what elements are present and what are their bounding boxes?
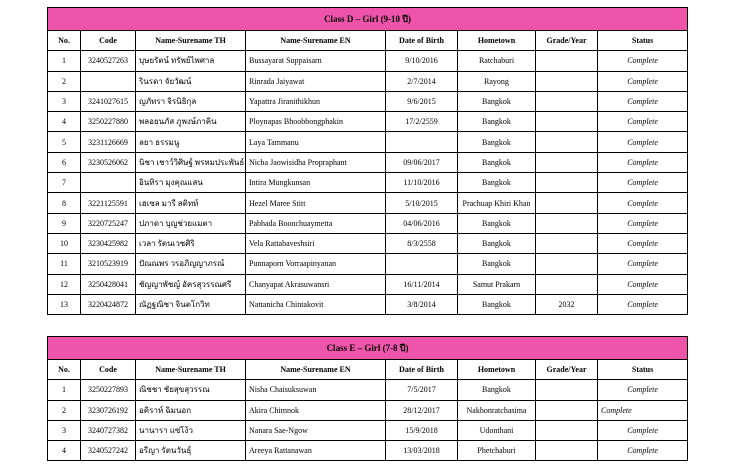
cell-status: Complete: [598, 274, 688, 294]
cell-no: 3: [48, 420, 81, 440]
cell-en: Rinrada Jaiyawat: [246, 71, 386, 91]
table-row: [48, 112, 688, 132]
cell-en: Bussayarat Suppaisarn: [246, 51, 386, 71]
table-row: [48, 254, 688, 274]
cell-th: รินรดา จัยวัฒน์: [136, 71, 246, 91]
cell-dob: [386, 254, 458, 274]
cell-status: Complete: [598, 173, 688, 193]
cell-code: 3250428041: [81, 274, 136, 294]
cell-hometown: Bangkok: [458, 91, 536, 111]
cell-en: Vela Rattabaveshsiri: [246, 233, 386, 253]
cell-th: อินทิรา มุงคุณแสน: [136, 173, 246, 193]
cell-en: Areeya Rattanawan: [246, 441, 386, 461]
cell-grade: [536, 400, 598, 420]
cell-no: 8: [48, 193, 81, 213]
cell-dob: 17/2/2559: [386, 112, 458, 132]
cell-no: 9: [48, 213, 81, 233]
cell-en: Chanyapat Akrasuwansri: [246, 274, 386, 294]
table-row: [48, 71, 688, 91]
table-row: [48, 152, 688, 172]
table-row: [48, 173, 688, 193]
cell-status: Complete: [598, 152, 688, 172]
column-header: Hometown: [458, 360, 536, 380]
cell-hometown: Bangkok: [458, 112, 536, 132]
table-row: [48, 213, 688, 233]
cell-hometown: Nakhonratchasima: [458, 400, 536, 420]
cell-no: 1: [48, 51, 81, 71]
cell-status: Complete: [598, 441, 688, 461]
cell-code: 3230425982: [81, 233, 136, 253]
cell-en: Pabhada Boonchuaymetta: [246, 213, 386, 233]
table-row: [48, 51, 688, 71]
cell-code: 3220424872: [81, 294, 136, 314]
cell-dob: 2/7/2014: [386, 71, 458, 91]
cell-status: Complete: [598, 71, 688, 91]
cell-hometown: Udonthani: [458, 420, 536, 440]
cell-dob: 04/06/2016: [386, 213, 458, 233]
table-row: [48, 380, 688, 400]
class-d-title: Class D – Girl (9-10 ปี): [48, 8, 688, 31]
cell-hometown: Samut Prakarn: [458, 274, 536, 294]
cell-code: 3240727382: [81, 420, 136, 440]
cell-grade: [536, 441, 598, 461]
column-header: Name-Surename TH: [136, 360, 246, 380]
cell-status: Complete: [598, 380, 688, 400]
cell-hometown: Phetchaburi: [458, 441, 536, 461]
cell-no: 10: [48, 233, 81, 253]
cell-grade: [536, 173, 598, 193]
cell-th: ชัญญาพัชญ์ อัครสุวรรณศรี: [136, 274, 246, 294]
table-row: [48, 274, 688, 294]
cell-code: 3221125591: [81, 193, 136, 213]
cell-th: ลยา ธรรมนู: [136, 132, 246, 152]
cell-th: ณัฏฐณิชา จินตโกวิท: [136, 294, 246, 314]
cell-no: 2: [48, 71, 81, 91]
table-row: [48, 294, 688, 314]
table-row: [48, 420, 688, 440]
cell-grade: [536, 51, 598, 71]
column-header: Code: [81, 360, 136, 380]
cell-status: Complete: [598, 51, 688, 71]
cell-hometown: Bangkok: [458, 173, 536, 193]
cell-code: [81, 71, 136, 91]
cell-status: Complete: [598, 193, 688, 213]
cell-code: 3210523919: [81, 254, 136, 274]
cell-status: Complete: [598, 254, 688, 274]
cell-grade: [536, 254, 598, 274]
cell-grade: 2032: [536, 294, 598, 314]
column-header: Date of Birth: [386, 31, 458, 51]
cell-no: 12: [48, 274, 81, 294]
cell-code: 3250227880: [81, 112, 136, 132]
cell-grade: [536, 420, 598, 440]
cell-grade: [536, 132, 598, 152]
column-header: Code: [81, 31, 136, 51]
cell-code: 3231126669: [81, 132, 136, 152]
cell-hometown: Prachuap Khiri Khan: [458, 193, 536, 213]
cell-status: Complete: [598, 420, 688, 440]
table-row: [48, 91, 688, 111]
cell-no: 4: [48, 112, 81, 132]
cell-no: 4: [48, 441, 81, 461]
class-e-title-row: [48, 337, 688, 360]
cell-code: 3230526062: [81, 152, 136, 172]
cell-th: อคิราห์ ฉิมนอก: [136, 400, 246, 420]
cell-th: ญภัทรา จิรนิธิกุล: [136, 91, 246, 111]
cell-no: 11: [48, 254, 81, 274]
cell-code: 3250227893: [81, 380, 136, 400]
cell-grade: [536, 71, 598, 91]
cell-en: Akira Chimnok: [246, 400, 386, 420]
table-row: [48, 193, 688, 213]
cell-hometown: Ratchaburi: [458, 51, 536, 71]
column-header: Status: [598, 31, 688, 51]
cell-en: Ploynapas Bhoobbongphakin: [246, 112, 386, 132]
cell-th: ปัณณพร วรอภิญญาภรณ์: [136, 254, 246, 274]
cell-en: Nicha Jaowisidha Propraphant: [246, 152, 386, 172]
cell-th: เวลา รัตนเวชศิริ: [136, 233, 246, 253]
cell-dob: 13/03/2018: [386, 441, 458, 461]
cell-grade: [536, 112, 598, 132]
cell-code: 3220725247: [81, 213, 136, 233]
cell-en: Nisha Chaisuksuwan: [246, 380, 386, 400]
column-header: Name-Surename EN: [246, 31, 386, 51]
cell-dob: 9/10/2016: [386, 51, 458, 71]
cell-en: Yapattra Jiranithikhun: [246, 91, 386, 111]
cell-status: Complete: [598, 233, 688, 253]
cell-dob: 16/11/2014: [386, 274, 458, 294]
cell-th: ปภาดา บุญช่วยแมตา: [136, 213, 246, 233]
cell-en: Intira Mungkunsan: [246, 173, 386, 193]
cell-grade: [536, 380, 598, 400]
cell-code: 3230726192: [81, 400, 136, 420]
cell-dob: 9/6/2015: [386, 91, 458, 111]
cell-hometown: Bangkok: [458, 380, 536, 400]
cell-status: Complete: [598, 294, 688, 314]
cell-th: เฮเซล มารี สติทท์: [136, 193, 246, 213]
column-header: No.: [48, 360, 81, 380]
cell-no: 1: [48, 380, 81, 400]
cell-th: อรีญา รัตนวันธุ์: [136, 441, 246, 461]
cell-th: บุษยรัตน์ ทรัพย์ไพศาล: [136, 51, 246, 71]
cell-grade: [536, 91, 598, 111]
table-row: [48, 132, 688, 152]
cell-code: 3240527263: [81, 51, 136, 71]
class-e-header-row: [48, 360, 688, 380]
cell-dob: [386, 132, 458, 152]
cell-dob: 09/06/2017: [386, 152, 458, 172]
cell-no: 13: [48, 294, 81, 314]
cell-th: พลอยนภัส ภูพงษ์ภาคิน: [136, 112, 246, 132]
cell-en: Nanara Sae-Ngow: [246, 420, 386, 440]
cell-hometown: Bangkok: [458, 233, 536, 253]
column-header: Name-Surename EN: [246, 360, 386, 380]
column-header: Date of Birth: [386, 360, 458, 380]
cell-hometown: Bangkok: [458, 152, 536, 172]
cell-code: 3240527242: [81, 441, 136, 461]
cell-no: 2: [48, 400, 81, 420]
cell-en: Hezel Maree Stitt: [246, 193, 386, 213]
column-header: Name-Surename TH: [136, 31, 246, 51]
cell-dob: 3/8/2014: [386, 294, 458, 314]
cell-code: [81, 173, 136, 193]
cell-dob: 8/3/2558: [386, 233, 458, 253]
cell-grade: [536, 233, 598, 253]
cell-status: Complete: [598, 91, 688, 111]
cell-dob: 5/10/2015: [386, 193, 458, 213]
cell-th: ณิชชา ชัยสุขสุวรรณ: [136, 380, 246, 400]
class-d-title-row: [48, 8, 688, 31]
cell-status: Complete: [598, 400, 688, 420]
cell-no: 5: [48, 132, 81, 152]
table-row: [48, 441, 688, 461]
cell-dob: 11/10/2016: [386, 173, 458, 193]
class-e-table: [47, 336, 688, 461]
cell-no: 7: [48, 173, 81, 193]
cell-en: Laya Tammanu: [246, 132, 386, 152]
cell-hometown: Bangkok: [458, 132, 536, 152]
cell-hometown: Bangkok: [458, 254, 536, 274]
cell-th: นานารา แซ่โง้ว: [136, 420, 246, 440]
class-d-table: [47, 7, 688, 315]
cell-en: Punnaporn Vorraapinyanan: [246, 254, 386, 274]
cell-code: 3241027615: [81, 91, 136, 111]
cell-dob: 7/5/2017: [386, 380, 458, 400]
column-header: Hometown: [458, 31, 536, 51]
cell-status: Complete: [598, 213, 688, 233]
cell-en: Nattanicha Chintakovit: [246, 294, 386, 314]
table-row: [48, 400, 688, 420]
column-header: Grade/Year: [536, 31, 598, 51]
class-e-title: Class E – Girl (7-8 ปี): [48, 337, 688, 360]
cell-dob: 15/9/2018: [386, 420, 458, 440]
table-row: [48, 233, 688, 253]
column-header: Grade/Year: [536, 360, 598, 380]
class-d-header-row: [48, 31, 688, 51]
cell-th: นิชา เชาว์วิศิษฐ์ พรหมประพันธ์: [136, 152, 246, 172]
cell-grade: [536, 213, 598, 233]
cell-status: Complete: [598, 132, 688, 152]
cell-hometown: Rayong: [458, 71, 536, 91]
column-header: Status: [598, 360, 688, 380]
cell-hometown: Bangkok: [458, 213, 536, 233]
cell-no: 6: [48, 152, 81, 172]
cell-grade: [536, 193, 598, 213]
cell-grade: [536, 152, 598, 172]
cell-grade: [536, 274, 598, 294]
column-header: No.: [48, 31, 81, 51]
cell-hometown: Bangkok: [458, 294, 536, 314]
cell-no: 3: [48, 91, 81, 111]
cell-status: Complete: [598, 112, 688, 132]
cell-dob: 28/12/2017: [386, 400, 458, 420]
